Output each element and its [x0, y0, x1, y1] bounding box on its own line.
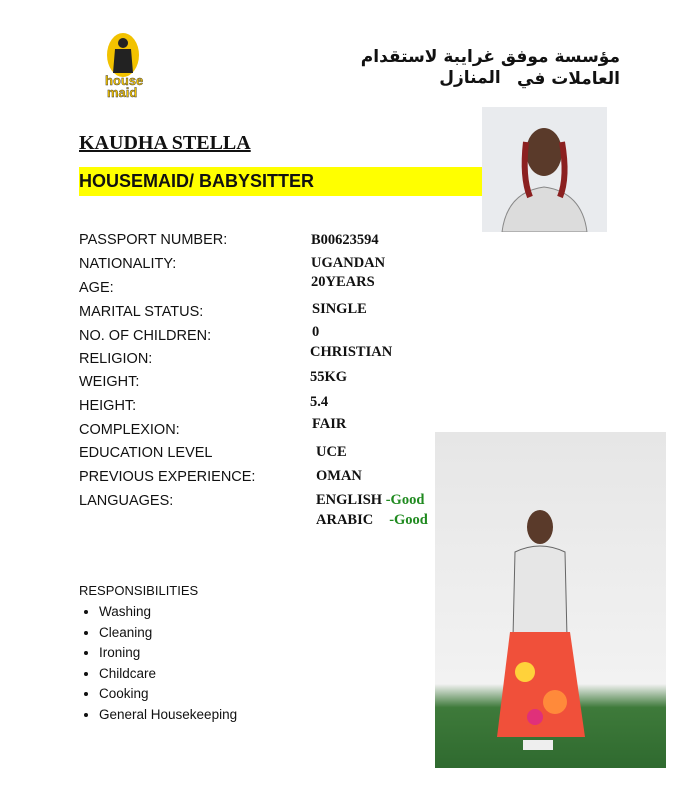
responsibilities-list — [79, 602, 237, 725]
value-height: 5.4 — [310, 394, 329, 410]
svg-text:maid: maid — [107, 85, 138, 100]
label-weight: WEIGHT: — [79, 374, 140, 390]
full-body-photo — [435, 432, 666, 768]
value-experience: OMAN — [316, 468, 362, 484]
label-height: HEIGHT: — [79, 398, 137, 414]
language-name: ENGLISH — [316, 492, 383, 508]
candidate-name: KAUDHA STELLA — [79, 132, 251, 154]
value-weight: 55KG — [310, 369, 348, 385]
list-item: • Childcare — [99, 664, 237, 685]
label-religion: RELIGION: — [79, 351, 153, 367]
list-item: • Cooking — [99, 684, 237, 705]
agency-title-arabic-line2: المنازل — [439, 68, 501, 88]
list-item: • Washing — [99, 602, 237, 623]
label-languages: LANGUAGES: — [79, 493, 174, 509]
agency-title-arabic: مؤسسة موفق غرايبة لاستقدام العاملات في — [360, 47, 620, 89]
value-marital-status: SINGLE — [312, 301, 367, 317]
list-item: • General Housekeeping — [99, 705, 237, 726]
label-experience: PREVIOUS EXPERIENCE: — [79, 469, 256, 485]
svg-text:house: house — [105, 73, 144, 88]
housemaid-logo — [85, 25, 165, 105]
label-nationality: NATIONALITY: — [79, 256, 177, 272]
responsibilities-title: RESPONSIBILITIES — [79, 583, 199, 598]
label-complexion: COMPLEXION: — [79, 422, 180, 438]
language-arabic — [316, 512, 428, 529]
list-item: • Cleaning — [99, 623, 237, 644]
candidate-role: HOUSEMAID/ BABYSITTER — [79, 167, 483, 196]
label-marital-status: MARITAL STATUS: — [79, 304, 204, 320]
value-passport: B00623594 — [311, 232, 379, 248]
label-age: AGE: — [79, 280, 114, 296]
list-item: • Ironing — [99, 643, 237, 664]
language-name: ARABIC — [316, 512, 374, 528]
value-complexion: FAIR — [312, 416, 347, 432]
language-level: -Good — [385, 492, 425, 508]
label-children: NO. OF CHILDREN: — [79, 328, 212, 344]
value-age: 20YEARS — [311, 274, 375, 290]
language-english — [316, 492, 424, 509]
value-education: UCE — [316, 444, 347, 460]
value-children: 0 — [312, 324, 320, 340]
language-level: -Good — [389, 512, 428, 528]
label-passport: PASSPORT NUMBER: — [79, 232, 228, 248]
value-religion: CHRISTIAN — [310, 344, 393, 360]
value-nationality: UGANDAN — [311, 255, 386, 271]
label-education: EDUCATION LEVEL — [79, 445, 213, 461]
portrait-photo — [482, 107, 607, 232]
